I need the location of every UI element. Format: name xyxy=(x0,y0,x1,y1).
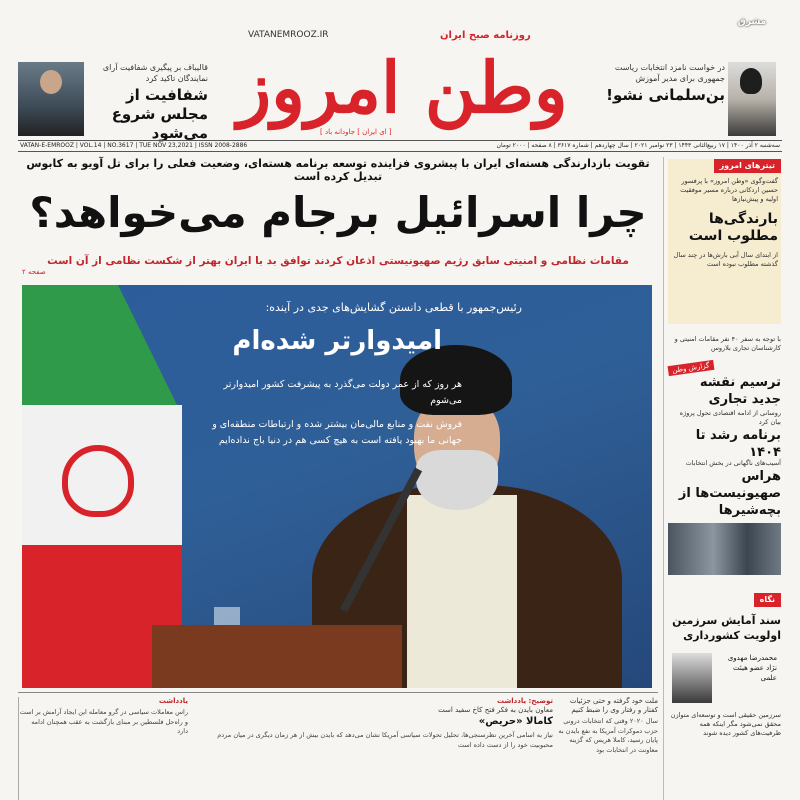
newspaper-logo: وطن امروز xyxy=(237,46,568,129)
opinion-author: محمدرضا مهدوی نژاد عضو هیئت علمی xyxy=(727,654,777,682)
masthead xyxy=(0,0,800,150)
opinion-label: نگاه xyxy=(754,593,781,607)
bottom-col2-note: توضیح: یادداشت xyxy=(496,697,553,705)
flag-emblem-icon xyxy=(62,445,134,517)
bottom-col2-kicker: معاون بایدن به فکر فتح کاخ سفید است xyxy=(438,706,553,714)
today-headlines-label: تیترهای امروز xyxy=(714,159,781,173)
issue-bar xyxy=(18,140,782,152)
teaser-right-photo xyxy=(728,62,776,136)
teaser-left-headline: شفافیت از مجلس شروع می‌شود xyxy=(111,86,208,142)
lead-headline: چرا اسرائیل برجام می‌خواهد؟ xyxy=(29,188,647,237)
box1-headline: بارندگی‌ها مطلوب است xyxy=(688,211,778,244)
quote-kicker: رئیس‌جمهور با قطعی دانستن گشایش‌های جدی در آینده: xyxy=(265,301,522,314)
bottom-col3-body: راس معاملات سیاسی در گرو معامله این ایجاد آرامش بر است و راه‌حل فلسطین بر مبنای بازگشت به عقب همچنان ادامه دارد xyxy=(19,708,188,735)
bottom-section xyxy=(18,692,658,800)
podium xyxy=(152,625,402,688)
teaser-left-photo xyxy=(18,62,84,136)
watermark: مشرق xyxy=(737,17,767,27)
issue-info-fa: سه‌شنبه ۲ آذر ۱۴۰۰ | ۱۷ ربیع‌الثانی ۱۴۴۳ | ۲۳ نوامبر ۲۰۲۱ | سال چهاردهم | شماره ۳۶۱۷ | ۸ صفحه | ۲۰۰۰ تومان xyxy=(496,142,780,149)
box1-kicker: گفت‌وگوی «وطن امروز» با پرفسور حسین اردکانی درباره مسیر موفقیت اولیه و پیش‌نیازها xyxy=(680,177,778,203)
quote-title: امیدوارتر شده‌ام xyxy=(232,326,442,356)
right-item-trade xyxy=(668,335,781,408)
bottom-col1-body: سال ۲۰۲۰ وقتی که انتخابات درونی حزب دموکرات آمریکا به نفع بایدن به پایان رسید، کاملا هریس که گزینه معاونت در انتخابات بود xyxy=(558,717,658,754)
quote-line: فروش نفت و منابع مالی‌مان بیشتر شده و ارتباطات منطقه‌ای و جهانی ما بهبود یافته است به هیچ کسی هم در دنیا باج نداده‌ایم xyxy=(212,419,462,446)
bottom-col-2 xyxy=(193,697,553,800)
masthead-url: VATANEMROOZ.IR xyxy=(248,30,329,40)
lead-page-ref: صفحه ۲ xyxy=(22,268,46,276)
item4-headline: هراس صهیونیست‌ها از بچه‌شیرها xyxy=(678,469,781,518)
opinion-box xyxy=(668,593,781,800)
item2-kicker: با توجه به سفر ۴۰ نفر مقامات امنیتی و کارشناسان تجاری بلاروس xyxy=(674,335,781,352)
quote-body xyxy=(202,377,462,457)
item3-headline: برنامه رشد تا ۱۴۰۴ xyxy=(695,428,781,460)
teaser-left xyxy=(18,62,208,142)
box1-body: از ابتدای سال آبی بارش‌ها در چند سال گذشته مطلوب نبوده است xyxy=(673,251,778,268)
bottom-col-1 xyxy=(558,697,658,800)
bottom-col1-kicker: ملت خود گرفته و حتی جزئیات کفتار و رفتار وی را ضبط کنیم xyxy=(569,697,658,714)
opinion-body: سرزمین حقیقی است و توسعه‌ای متوازن محقق نمی‌شود مگر اینکه همه ظرفیت‌های کشور دیده شوند xyxy=(670,711,781,737)
teaser-left-kicker: قالیباف بر پیگیری شفافیت آرای نمایندگان تاکید کرد xyxy=(102,63,208,83)
right-column-photo xyxy=(668,523,781,575)
bottom-col3-note: یادداشت xyxy=(158,697,188,705)
masthead-tagline: روزنامه صبح ایران xyxy=(440,30,531,41)
right-item-growth xyxy=(668,409,781,461)
teaser-right-kicker: در خواست نامزد انتخابات ریاست جمهوری برای مدیر آموزش xyxy=(614,63,725,83)
right-column xyxy=(663,157,782,800)
report-badge: گزارش وطن xyxy=(668,360,715,376)
teaser-right xyxy=(600,62,785,136)
item2-headline: ترسیم نقشه جدید تجاری xyxy=(699,375,781,407)
masthead-subline: [ ای ایران ] جاودانه باد ] xyxy=(320,128,392,136)
bottom-col2-body: نیاز به اسامی آخرین نظرسنجی‌ها، تحلیل تحولات سیاسی آمریکا نشان می‌دهد که بایدن بیش از هر زمان دیگری در میان مردم محبوبیت خود را از دست داده است xyxy=(217,731,553,749)
bottom-col-3 xyxy=(18,697,188,800)
bottom-col2-headline: کامالا «حریص» xyxy=(478,716,553,727)
item4-kicker: آسیب‌های ناگهانی در بخش انتخابات xyxy=(685,459,781,467)
teaser-right-headline: بن‌سلمانی نشو! xyxy=(606,86,725,104)
lead-subhead: مقامات نظامی و امنیتی سابق رژیم صهیونیستی اذعان کردند توافق بد با ایران بهتر از شکست نظامی از آن است xyxy=(47,255,629,267)
lead-supra: تقویت بازدارندگی هسته‌ای ایران با پیشروی فزاینده توسعه برنامه هسته‌ای، وضعیت فعلی را برای تل آویو به کابوس تبدیل کرده است xyxy=(26,157,650,183)
today-headlines-box xyxy=(668,159,781,324)
lead-photo xyxy=(22,285,652,688)
issue-info-en: VATAN-E-EMROOZ | VOL.14 | NO.3617 | TUE NOV 23,2021 | ISSN 2008-2886 xyxy=(20,142,248,149)
item3-kicker: روسانی از ادامه اقتصادی تحول پروژه بیان کرد xyxy=(679,409,781,426)
opinion-headline: سند آمایش سرزمین اولویت کشورداری xyxy=(672,614,781,642)
right-item-zionists xyxy=(668,459,781,519)
author-avatar xyxy=(672,653,712,703)
quote-line: هر روز که از عمر دولت می‌گذرد به پیشرفت کشور امیدوارتر می‌شوم xyxy=(223,379,462,406)
